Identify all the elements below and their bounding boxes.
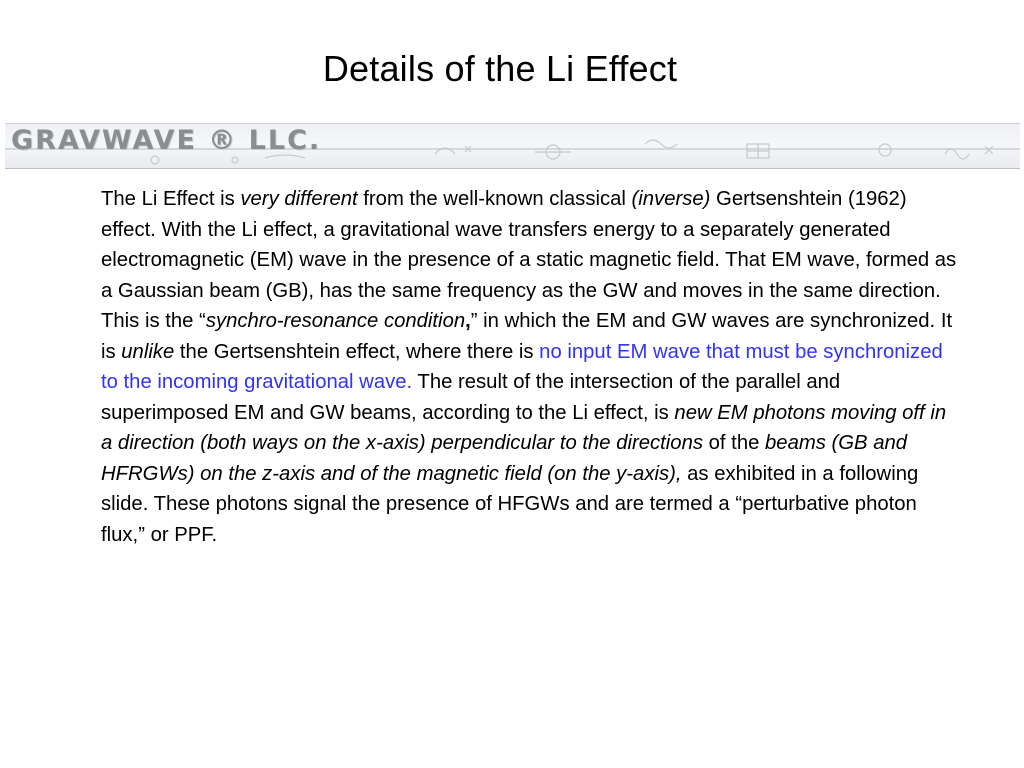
emphasis-new-em-photons: new EM photons moving off in a direction (both ways on the x-axis) perpendicular to the directions bbox=[101, 401, 947, 454]
emphasis-unlike: unlike bbox=[121, 340, 175, 363]
body-paragraph bbox=[101, 184, 963, 550]
text-run: The result of the intersection of the parallel and superimposed EM and GW beams, according to the Li effect, is bbox=[101, 371, 841, 424]
emphasis-beams-axes: beams (GB and HFRGWs) on the z-axis and of the magnetic field (on the y-axis), bbox=[101, 432, 908, 485]
text-run: from the well-known classical bbox=[357, 188, 632, 210]
highlighted-text-no-input-em-wave: no input EM wave that must be synchronized to the incoming gravitational wave. bbox=[101, 340, 943, 393]
emphasis-very-different: very different bbox=[240, 188, 358, 210]
slide-title: Details of the Li Effect bbox=[322, 48, 678, 89]
text-run: as exhibited in a following slide. These photons signal the presence of HFGWs and are termed a “perturbative photon flux,” or PPF. bbox=[101, 462, 919, 546]
gravwave-banner bbox=[5, 123, 1020, 169]
text-run: Gertsenshtein (1962) effect. With the Li effect, a gravitational wave transfers energy to a separately generated electromagnetic (EM) wave in the presence of a static magnetic field. That EM wave, formed as a Gaussian beam (GB), has the same frequency as the GW and moves in the same direction. This is the “ bbox=[101, 188, 957, 332]
text-run: The Li Effect is bbox=[101, 188, 241, 210]
text-run: the Gertsenshtein effect, where there is bbox=[174, 340, 540, 363]
emphasis-inverse: (inverse) bbox=[631, 188, 711, 210]
text-run: ” in which the EM and GW waves are synchronized. It is bbox=[101, 310, 953, 363]
emphasis-synchro-resonance: synchro-resonance condition bbox=[205, 310, 466, 332]
text-run: of the bbox=[703, 432, 766, 454]
gravwave-logo: GRAVWAVE ® LLC. bbox=[11, 125, 322, 156]
bold-comma: , bbox=[465, 310, 471, 332]
